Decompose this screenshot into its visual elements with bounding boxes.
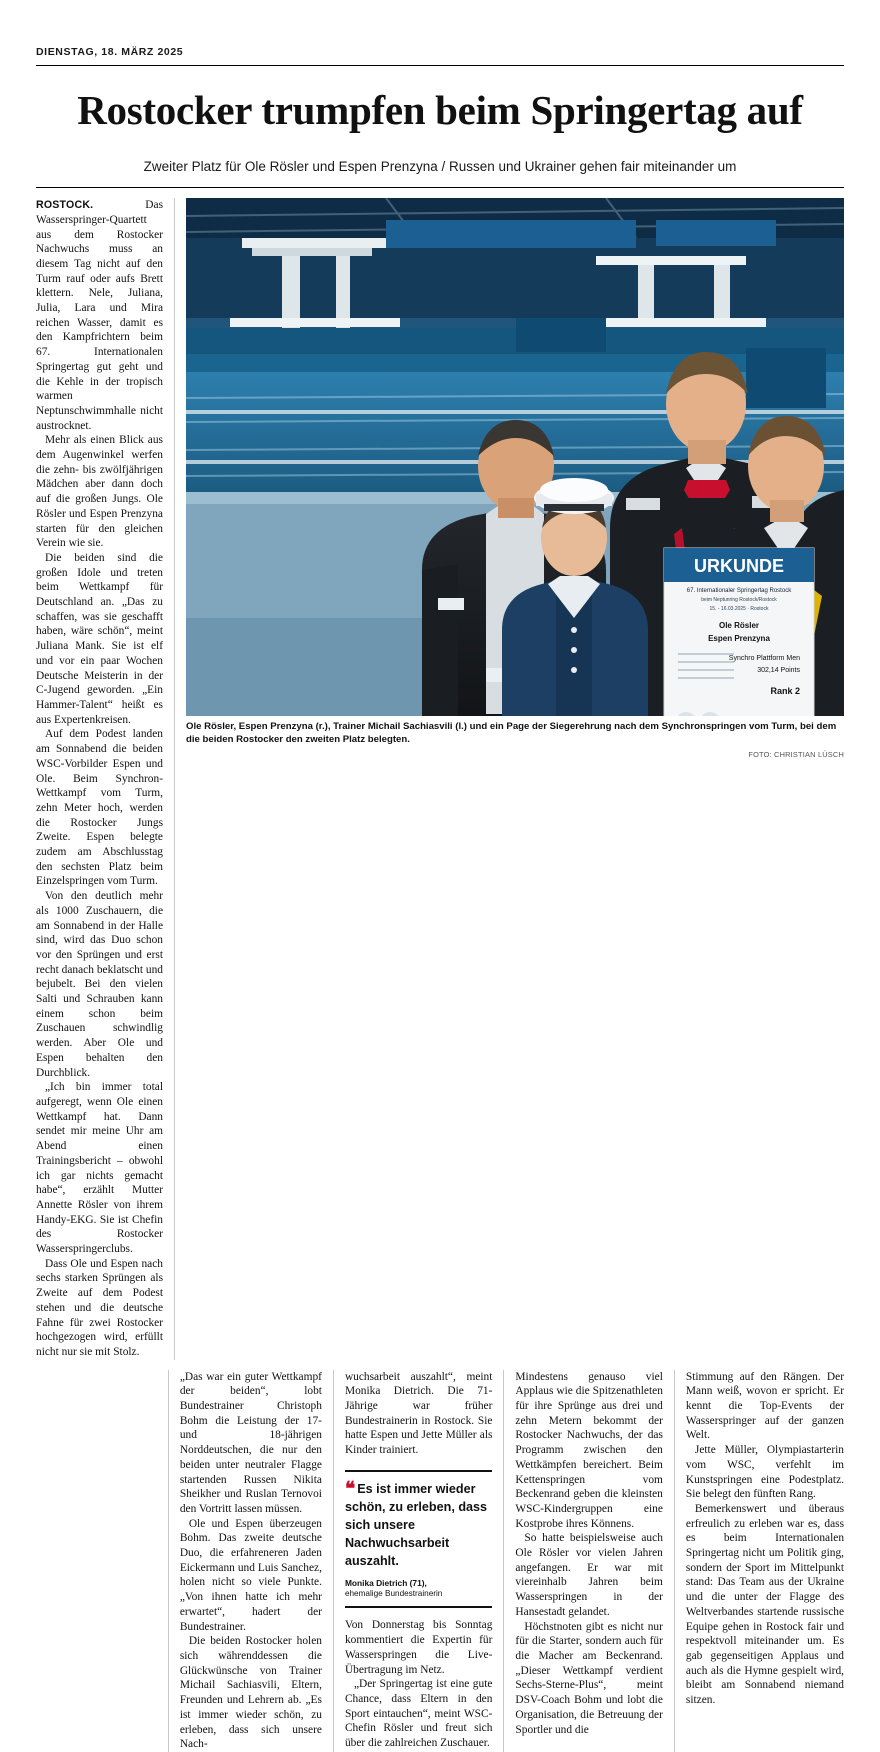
certificate — [664, 548, 814, 716]
pull-quote — [345, 1470, 492, 1609]
svg-text:67. Internationaler Springerta: 67. Internationaler Springertag Rostock — [686, 588, 792, 595]
article-upper-area — [36, 198, 844, 1360]
svg-text:URKUNDE: URKUNDE — [694, 556, 784, 577]
paragraph: „Das war ein guter Wettkampf der beiden“, lobt Bundestrainer Christoph Bohm die Leistung der 17- und 18-jährigen Norddeutschen, die nur den beiden unter neutraler Flagge startenden Russen Nikita Sheikher und Ruslan Ternovoi den Vortritt lassen müssen. — [179, 1370, 322, 1515]
page-title: Rostocker trumpfen beim Springertag auf — [77, 87, 803, 133]
paragraph: Mehr als einen Blick aus dem Augenwinkel werfen die zehn- bis zwölfjährigen Mädchen aber dann doch auf die großen Jungs. Ole Rösler und Espen Prenzyna starten für den gleichen Verein wie sie. — [36, 434, 163, 550]
quote-mark-icon: ❝ — [344, 1478, 356, 1500]
paragraph: Die beiden sind die großen Idole und treten beim Wettkampf für Deutschland an. „Das zu schaffen, was sie geschafft haben, wäre schön“, meint Juliana Mank. Sie ist elf und vor ein paar Wochen Deutsche Meisterin in der C-Jugend geworden. „Ein Hammer-Talent“ heißt es aus Expertenkreisen. — [36, 551, 163, 726]
paragraph: Von Donnerstag bis Sonntag kommentiert die Expertin für Wasserspringen die Live-Übertragung im Netz. — [344, 1619, 493, 1676]
paragraph: Auf dem Podest landen am Sonnabend die beiden WSC-Vorbilder Espen und Ole. Beim Synchron-Wettkampf vom Turm, zehn Meter hoch, werden die Rostocker Jungs Zweite. Espen belegte zudem am Abschlusstag den sechsten Platz beim Einzelspringen vom Turm. — [36, 728, 163, 888]
paragraph: Höchstnoten gibt es nicht nur für die Starter, sondern auch für die Macher am Beckenrand. „Dieser Wettkampf verdient Sechs-Sterne-Plus“, meint DSV-Coach Bohm und lobt die Organisation, die Betreuung der Sportler und die — [515, 1620, 663, 1736]
paragraph: „Ich bin immer total aufgeregt, wenn Ole einen Wettkampf hat. Dann sendet mir meine Uhr am Abend einen Trainingsbericht – obwohl ich gar nichts gemacht habe“, erzählt Mutter Annette Rösler von ihrem Handy-EKG. Sie ist Chefin des Rostocker Wasserspringerclubs. — [36, 1081, 163, 1256]
photo-illustration — [186, 198, 844, 716]
svg-text:302,14 Points: 302,14 Points — [757, 667, 800, 675]
paragraph: Jette Müller, Olympiastarterin vom WSC, verfehlt im Kunstspringen eine Podestplatz. Sie belegt den fünften Rang. — [685, 1444, 845, 1501]
pull-quote-author: Monika Dietrich (71), — [344, 1577, 427, 1588]
subheadline: Zweiter Platz für Ole Rösler und Espen Prenzyna / Russen und Ukrainer gehen fair miteinander um — [143, 159, 737, 175]
article-photo — [186, 198, 844, 716]
svg-text:15. - 16.03.2025 · Rostock: 15. - 16.03.2025 · Rostock — [709, 606, 769, 613]
paragraph: Dass Ole und Espen nach sechs starken Sprüngen als Zweite auf dem Podest stehen und die deutsche Fahne für zwei Rostocker hochgezogen wird, erfüllt nicht nur sie mit Stolz. — [36, 1257, 163, 1358]
svg-text:Synchro Plattform Men: Synchro Plattform Men — [728, 655, 800, 663]
paragraph: Stimmung auf den Rängen. Der Mann weiß, wovon er spricht. Er kennt die Top-Events der Wasserspringer auf der ganzen Welt. — [685, 1370, 845, 1442]
column-5 — [675, 1370, 844, 1752]
column-2 — [169, 1370, 334, 1752]
svg-text:Espen Prenzyna: Espen Prenzyna — [708, 634, 770, 644]
svg-text:beim Neptunring Rostock/Rostoc: beim Neptunring Rostock/Rostock — [701, 597, 777, 604]
article-lower-columns — [36, 1370, 844, 1752]
pull-quote-attribution — [345, 1578, 492, 1600]
dateline: DIENSTAG, 18. MÄRZ 2025 — [36, 46, 184, 58]
photo-credit: FOTO: CHRISTIAN LÜSCH — [748, 749, 844, 759]
paragraph: Bemerkenswert und überaus erfreulich zu erleben war es, dass es beim Internationalen Springertag nicht um Politik ging, sondern der Sport im Mittelpunkt stand: Das Team aus der Ukraine und die unter der Flagge des Weltverbandes startende russische Equipe gehen in Rostock fair und respektvoll miteinander um. Es gab gegenseitigen Applaus und auch als die Hymne gespielt wird, bleibt am Sonnabend niemand sitzen. — [685, 1502, 845, 1707]
column-3 — [334, 1370, 504, 1752]
subhead-divider — [36, 187, 844, 188]
pull-quote-text: Es ist immer wieder schön, zu erleben, dass sich unsere Nachwuchsarbeit auszahlt. — [344, 1481, 488, 1568]
paragraph: Die beiden Rostocker holen sich währenddessen die Glückwünsche von Trainer Michail Sachiasvili, Eltern, Freunden und Lehrern ab. „Es ist immer wieder schön, zu erleben, dass sich unsere Nach- — [179, 1635, 322, 1751]
paragraph: Von den deutlich mehr als 1000 Zuschauern, die am Sonnabend in der Halle sind, wird das Duo schon vor den Sprüngen und erst recht danach beklatscht und bejubelt. Bei den vielen Salti und Schrauben kann einem schon beim Zuschauen schwindlig werden. Aber Ole und Espen behalten den Durchblick. — [36, 890, 163, 1079]
paragraph: ROSTOCK. Das Wasserspringer-Quartett aus dem Rostocker Nachwuchs muss an diesem Tag nicht auf den Turm rauf oder aufs Brett klettern. Nele, Juliana, Julia, Lara und Mira reichen Wasser, damit es den Kampfrichtern beim 67. Internationalen Springertag gut geht und die Kehle in der tropisch warmen Neptunschwimmhalle nicht austrocknet. — [36, 199, 163, 432]
column-4 — [504, 1370, 674, 1752]
paragraph: So hatte beispielsweise auch Ole Rösler vor vielen Jahren angefangen. Er war mit viereinhalb Jahren beim Wasserspringen in der Hansestadt gelandet. — [515, 1532, 663, 1618]
paragraph: Mindestens genauso viel Applaus wie die Spitzenathleten für ihre Sprünge aus drei und zehn Metern bekommt der Rostocker Nachwuchs, der das Programm zwischen den Wettkämpfen bereichert. Beim Kettenspringen vom Beckenrand geben die kleinsten WSC-Kindergruppen eine Kostprobe ihres Könnens. — [515, 1370, 663, 1530]
paragraph: „Der Springertag ist eine gute Chance, dass Eltern in den Sport eintauchen“, meint WSC-Chefin Rösler und freut sich über die zahlreichen Zuschauer. — [344, 1678, 493, 1750]
svg-text:Rank 2: Rank 2 — [770, 686, 800, 697]
photo-caption: Ole Rösler, Espen Prenzyna (r.), Trainer Michail Sachiasvili (l.) und ein Page der Siegerehrung nach dem Synchronspringen vom Turm, bei dem die beiden Rostocker den zweiten Platz belegten. — [186, 721, 837, 745]
photo-block — [175, 198, 844, 1360]
svg-text:Ole Rösler: Ole Rösler — [718, 621, 760, 631]
top-divider — [36, 65, 844, 66]
paragraph: Ole und Espen überzeugen Bohm. Das zweite deutsche Duo, die erfahreneren Jaden Eickermann und Luis Sanchez, holen nicht so viele Punkte. „Von ihnen hatte ich mehr erwartet“, hadert der Bundestrainer. — [179, 1517, 322, 1633]
column-lower-1 — [36, 1370, 169, 1752]
paragraph: wuchsarbeit auszahlt“, meint Monika Dietrich. Die 71-Jährige war früher Bundestrainerin in Rostock. Sie hatte Espen und Jette Müller als Kinder trainiert. — [344, 1370, 493, 1457]
column-1 — [36, 198, 175, 1360]
pull-quote-role: ehemalige Bundestrainerin — [344, 1588, 443, 1598]
